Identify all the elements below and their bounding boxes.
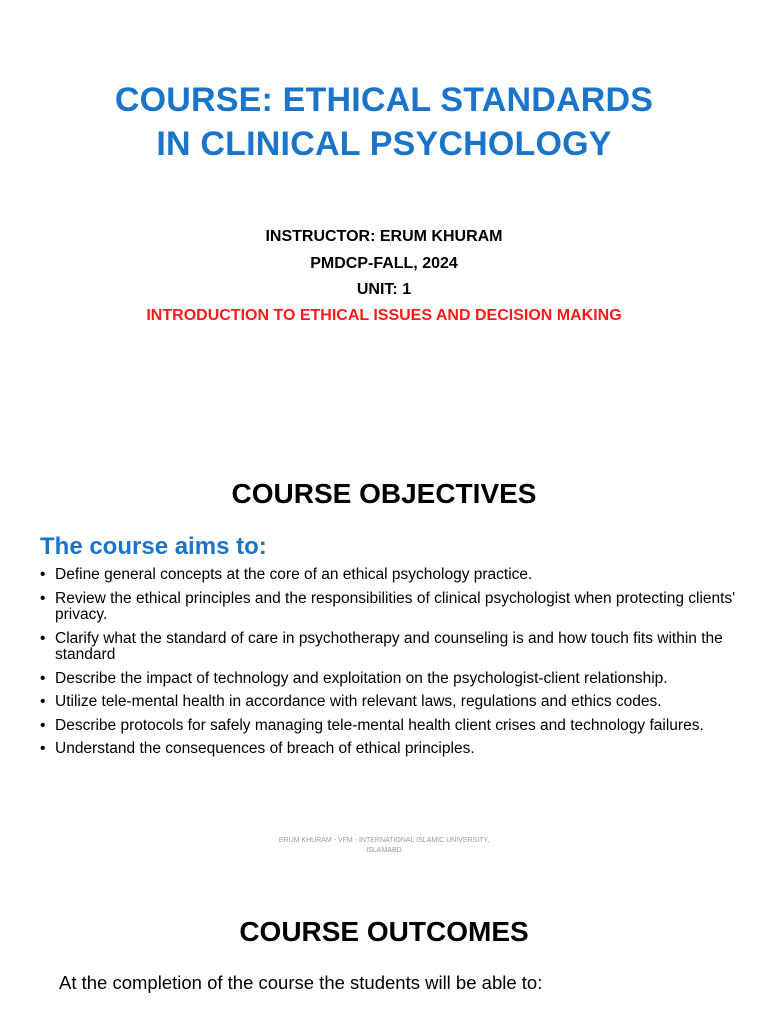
aims-subheading: The course aims to: [40, 533, 267, 560]
list-item-text: Describe the impact of technology and exploitation on the psychologist-client relationship. [55, 669, 668, 687]
unit-text: UNIT: 1 [356, 281, 412, 298]
slide-objectives [0, 440, 768, 880]
list-item [40, 671, 740, 688]
bullet-icon: • [40, 740, 46, 757]
course-title-line2: IN CLINICAL PSYCHOLOGY [156, 125, 612, 163]
slide-outcomes [0, 880, 768, 1024]
bullet-icon: • [40, 716, 46, 734]
bullet-icon: • [40, 566, 46, 583]
list-item-text: Describe protocols for safely managing tele-mental health client crises and technology failures. [55, 716, 704, 734]
instructor-text: INSTRUCTOR: ERUM KHURAM [265, 228, 503, 245]
objectives-heading: COURSE OBJECTIVES [231, 478, 537, 509]
bullet-icon: • [40, 629, 46, 647]
outcomes-heading: COURSE OUTCOMES [239, 916, 529, 947]
list-item [40, 591, 740, 624]
list-item-text: Define general concepts at the core of an ethical psychology practice. [55, 566, 533, 583]
list-item-text: Clarify what the standard of care in psychotherapy and counseling is and how touch fits within the standard [55, 629, 723, 663]
list-item [40, 694, 740, 711]
slide-footer [234, 836, 534, 856]
bullet-icon: • [40, 669, 46, 687]
list-item-text: Understand the consequences of breach of ethical principles. [55, 740, 475, 757]
outcomes-lead: At the completion of the course the students will be able to: [59, 972, 543, 993]
footer-line1: ERUM KHURAM - VFM - INTERNATIONAL ISLAMIC UNIVERSITY, [278, 837, 490, 844]
objectives-list [40, 567, 740, 765]
list-item [40, 567, 740, 584]
list-item [40, 718, 740, 735]
unit-title: INTRODUCTION TO ETHICAL ISSUES AND DECISION MAKING [146, 307, 622, 324]
footer-line2: ISLAMABD [366, 847, 402, 854]
course-title-line1: COURSE: ETHICAL STANDARDS [114, 81, 654, 119]
slide-title [0, 0, 768, 440]
course-title [0, 78, 768, 166]
list-item-text: Review the ethical principles and the responsibilities of clinical psychologist when protecting clients' privacy. [55, 589, 736, 623]
list-item-text: Utilize tele-mental health in accordance with relevant laws, regulations and ethics codes. [55, 693, 662, 710]
list-item [40, 741, 740, 758]
term-text: PMDCP-FALL, 2024 [310, 255, 458, 272]
list-item [40, 631, 740, 664]
bullet-icon: • [40, 693, 46, 710]
bullet-icon: • [40, 589, 46, 607]
